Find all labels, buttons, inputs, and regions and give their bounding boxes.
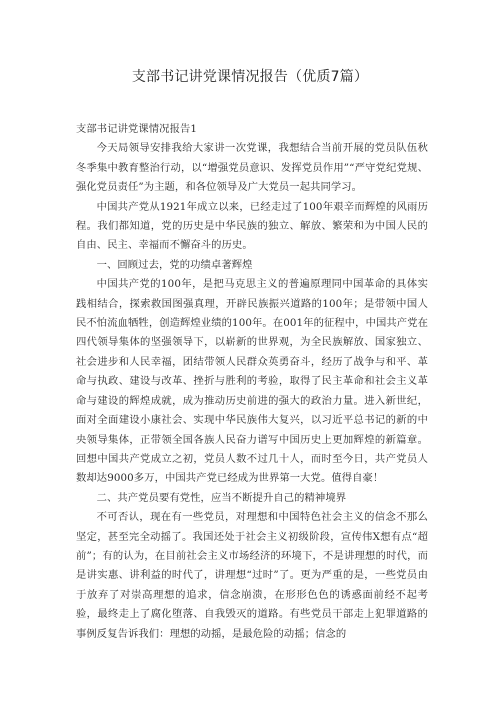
subheading: 一、回顾过去，党的功绩卓著辉煌 <box>96 258 253 271</box>
subheading: 二、共产党员要有党性，应当不断提升自己的精神境界 <box>96 491 347 504</box>
body-paragraph: 中国共产党从1921年成立以来，已经走过了100年艰辛而辉煌的风雨历程。我们都知道，党的历史是中华民族的独立、解放、繁荣和为中国人民的自由、民主、幸福而不懈奋斗的历史。 <box>76 200 428 252</box>
body-paragraph: 中国共产党的100年，是把马克思主义的普遍原理同中国革命的具体实践相结合，探索救国图强真理，开辟民族振兴道路的100年；是带领中国人民不怕流血牺牲，创造辉煌业绩的100年。在001年的征程中，中国共产党在四代领导集体的坚强领导下，以崭新的世界观，为全民族解放、国家独立、社会进步和人民幸福，团结带领人民群众英勇奋斗，经历了战争与和平、革命与执政、建设与改革、挫折与胜利的考验，取得了民主革命和社会主义革命与建设的辉煌成就，成为推动历史前进的强大的政治力量。进入新世纪，面对全面建设小康社会、实现中华民族伟大复兴，以习近平总书记的新的中央领导集体，正带领全国各族人民奋力谱写中国历史上更加辉煌的新篇章。回想中国共产党成立之初，党员人数不过几十人，而时至今日，共产党员人数却达9000多万，中国共产党已经成为世界第一大党。值得自豪！ <box>76 278 428 485</box>
document-body <box>76 120 428 644</box>
body-paragraph: 今天局领导安排我给大家讲一次党课，我想结合当前开展的党员队伍秋冬季集中教育整治行动，以“增强党员意识、发挥党员作用”“严守党纪党规、强化党员责任”为主题，和各位领导及广大党员一起共同学习。 <box>76 142 428 194</box>
body-paragraph: 不可否认，现在有一些党员，对理想和中国特色社会主义的信念不那么坚定，甚至完全动摇了。我国还处于社会主义初级阶段，宣传伟X想有点“超前”；有的认为，在目前社会主义市场经济的环境下，不是讲理想的时代，而是讲实惠、讲利益的时代了，讲理想“过时”了。更为严重的是，一些党员由于放弃了对崇高理想的追求，信念崩溃，在形形色色的诱惑面前经不起考验，最终走上了腐化堕落、自我毁灭的道路。有些党员干部走上犯罪道路的事例反复告诉我们：理想的动摇，是最危险的动摇；信念的 <box>76 511 428 640</box>
page-title: 支部书记讲党课情况报告（优质7篇） <box>131 69 369 85</box>
section-heading: 支部书记讲党课情况报告1 <box>76 123 198 135</box>
